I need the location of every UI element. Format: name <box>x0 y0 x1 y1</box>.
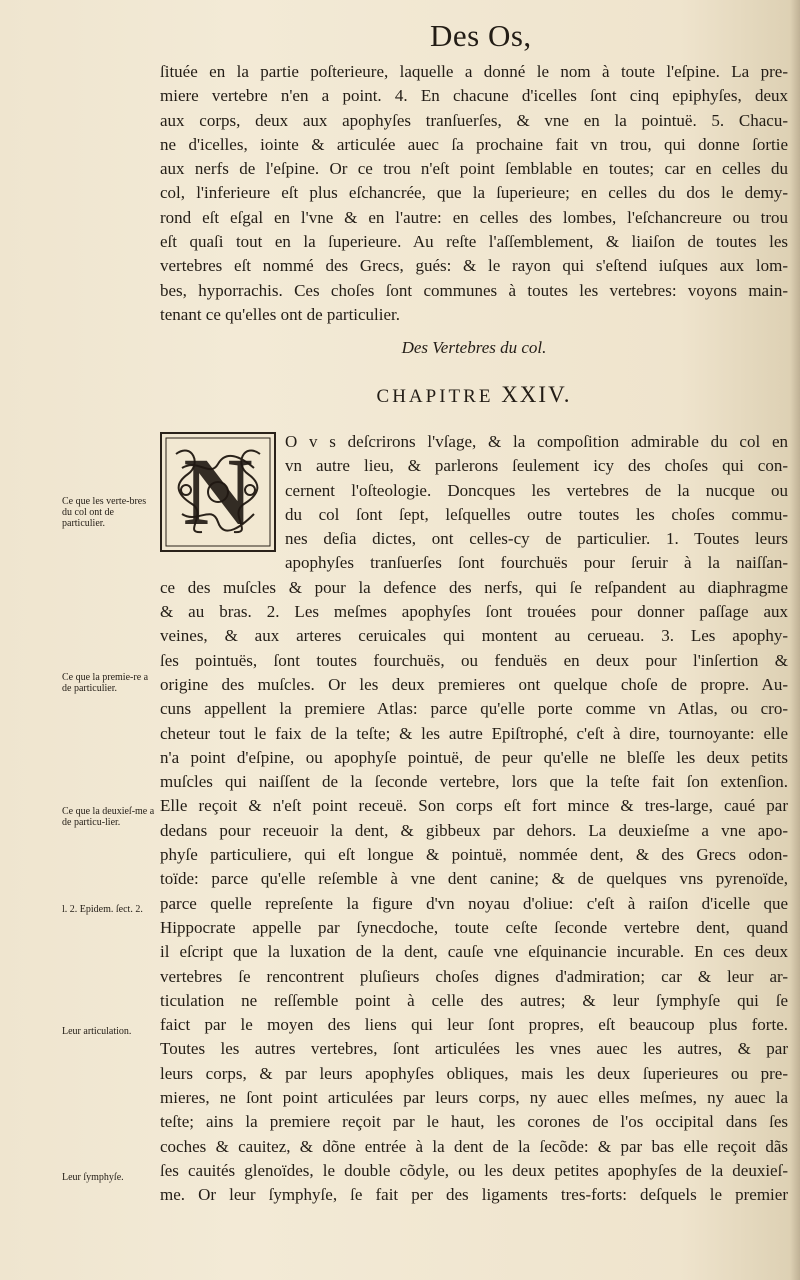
text-line: coches & cauitez, & dõne entrée à la dent de la ſecõde: & par bas elle reçoit dãs <box>160 1136 788 1156</box>
text-line: faict par le moyen des liens qui leur ſont propres, eſt beaucoup plus forte. <box>160 1015 788 1035</box>
text-line: nes deſia dictes, ont celles-cy de particulier. 1. Toutes leurs <box>285 529 788 549</box>
text-line: Elle reçoit & n'eſt point receuë. Son corps eſt fort mince & tres-large, caué par <box>160 796 788 816</box>
text-line: du col ſont ſept, leſquelles outre toutes les choſes commu- <box>285 504 788 524</box>
margin-note-particular: Ce que les verte-bres du col ont de particulier. <box>62 496 147 529</box>
intro-paragraph <box>160 60 788 327</box>
margin-note-reference: l. 2. Epidem. ſect. 2. <box>62 904 143 915</box>
text-line: & au bras. 2. Les meſmes apophyſes ſont trouées pour donner paſſage aux <box>160 602 788 622</box>
text-line: eſt quaſi tout en la ſuperieure. Au reſte l'aſſemblement, & liaiſon de toutes les <box>160 232 788 252</box>
text-line: phyſe particuliere, qui eſt longue & pointuë, nommée dent, & des Grecs odon- <box>160 845 788 865</box>
text-line: Hippocrate appelle par ſynecdoche, toute ceſte ſeconde vertebre dent, quand <box>160 917 788 937</box>
text-line: n'a point d'eſpine, ou apophyſe pointuë, de peur qu'elle ne bleſſe les deux petits <box>160 747 788 767</box>
margin-note-symphysis: Leur ſymphyſe. <box>62 1172 124 1183</box>
text-line: aux nerfs de l'eſpine. Or ce trou n'eſt point ſemblable en toutes; car en celles du <box>160 159 788 179</box>
text-line: toïde: parce qu'elle reſemble à vne dent canine; & de quelques vns pyrenoïde, <box>160 869 788 889</box>
header-title: Des Os, <box>430 18 532 53</box>
margin-note-second-vertebra: Ce que la deuxieſ-me a de particu-lier. <box>62 806 155 828</box>
text-line: cheteur tout le faix de la teſte; & les autre Epiſtrophé, c'eſt à dire, tournoyante: elle <box>160 723 788 743</box>
margin-note-first-vertebra: Ce que la premie-re a de particulier. <box>62 672 149 694</box>
text-line: col, l'inferieure eſt plus eſchancrée, que la ſuperieure; en celles du dos le demy- <box>160 183 788 203</box>
chapter-label: CHAPITRE <box>376 386 494 407</box>
text-line: il eſcript que la luxation de la dent, cauſe vne eſquinancie incurable. En ces deux <box>160 942 788 962</box>
chapter-body <box>160 430 788 1208</box>
text-line: ce des muſcles & pour la defence des nerfs, qui ſe reſpandent au diaphragme <box>160 577 788 597</box>
text-line: Toutes les autres vertebres, ſont articulées les vnes auec les autres, & par <box>160 1039 788 1059</box>
text-line: cuns appellent la premiere Atlas: parce qu'elle porte comme vn Atlas, ou cro- <box>160 699 788 719</box>
text-line: rond eſt eſgal en l'vne & en l'autre: en celles des lombes, l'eſchancreure ou trou <box>160 207 788 227</box>
text-line: ticulation ne reſſemble point à celle des autres; & leur ſymphyſe qui ſe <box>160 990 788 1010</box>
text-line: bes, hyporrachis. Ces choſes ſont communes à toutes les vertebres: voyons main- <box>160 280 788 300</box>
text-line: aux corps, deux aux apophyſes tranſuerſes, & vne en la pointuë. 5. Chacu- <box>160 110 788 130</box>
text-line: vn autre lieu, & parlerons ſeulement icy des choſes qui con- <box>285 456 788 476</box>
margin-note-articulation: Leur articulation. <box>62 1026 132 1037</box>
text-line: cernent l'oſteologie. Doncques les vertebres de la nucque ou <box>285 480 788 500</box>
text-line: vertebres ſe rencontrent pluſieurs choſes dignes d'admiration; car & leur ar- <box>160 966 788 986</box>
section-title: Des Vertebres du col. <box>401 338 547 357</box>
text-line: mieres, ne ſont point articulées par leurs corps, ny auec elles meſmes, ny auec la <box>160 1088 788 1108</box>
text-line: ne d'icelles, iointe & articulée auec ſa prochaine fait vn trou, qui donne ſortie <box>160 134 788 154</box>
text-line: me. Or leur ſymphyſe, ſe fait per des ligaments tres-forts: deſquels le premier <box>160 1185 788 1205</box>
text-line: ſes cauités glenoïdes, le double cõdyle, ou les deux petites apophyſes de la deuxieſ- <box>160 1160 788 1180</box>
svg-text:N: N <box>183 438 253 545</box>
text-line: veines, & aux arteres ceruicales qui montent au cerueau. 3. Les apophy- <box>160 626 788 646</box>
text-line: teſte; ains la premiere reçoit par le haut, les corones de l'os occipital dans ſes <box>160 1112 788 1132</box>
text-line: O v s deſcrirons l'vſage, & la compoſition admirable du col en <box>285 432 788 451</box>
page-edge-shadow <box>790 0 800 1280</box>
chapter-number: XXIV. <box>501 382 572 407</box>
text-line: tenant ce qu'elles ont de particulier. <box>160 304 401 324</box>
text-line: muſcles qui naiſſent de la ſeconde vertebre, lors que la teſte fait ſon extenſion. <box>160 772 788 792</box>
text-line: parce quelle repreſente la figure d'vn noyau d'oliue: c'eſt à raiſon d'icelle que <box>160 893 788 913</box>
text-line: ſituée en la partie poſterieure, laquelle a donné le nom à toute l'eſpine. La pre- <box>160 62 788 81</box>
chapter-heading <box>160 382 788 408</box>
text-line: origine des muſcles. Or les deux premieres ont quelque choſe de propre. Au- <box>160 674 788 694</box>
text-line: leurs corps, & par leurs apophyſes obliques, mais les deux ſuperieures ou pre- <box>160 1063 788 1083</box>
text-line: miere vertebre n'en a point. 4. En chacune d'icelles ſont cinq epiphyſes, deux <box>160 86 788 106</box>
text-line: dedans pour receuoir la dent, & gibbeux par dehors. La deuxieſme a vne apo- <box>160 820 788 840</box>
running-header <box>0 14 800 60</box>
text-line: apophyſes tranſuerſes ſont fourchuës pour ſeruir à la naiſſan- <box>285 553 788 573</box>
text-line: ſes pointuës, ſont toutes fourchuës, ou fenduës en deux pour l'inſertion & <box>160 650 788 670</box>
text-line: vertebres eſt nommé des Grecs, gués: & le rayon qui s'eſtend iuſques aux lom- <box>160 256 788 276</box>
